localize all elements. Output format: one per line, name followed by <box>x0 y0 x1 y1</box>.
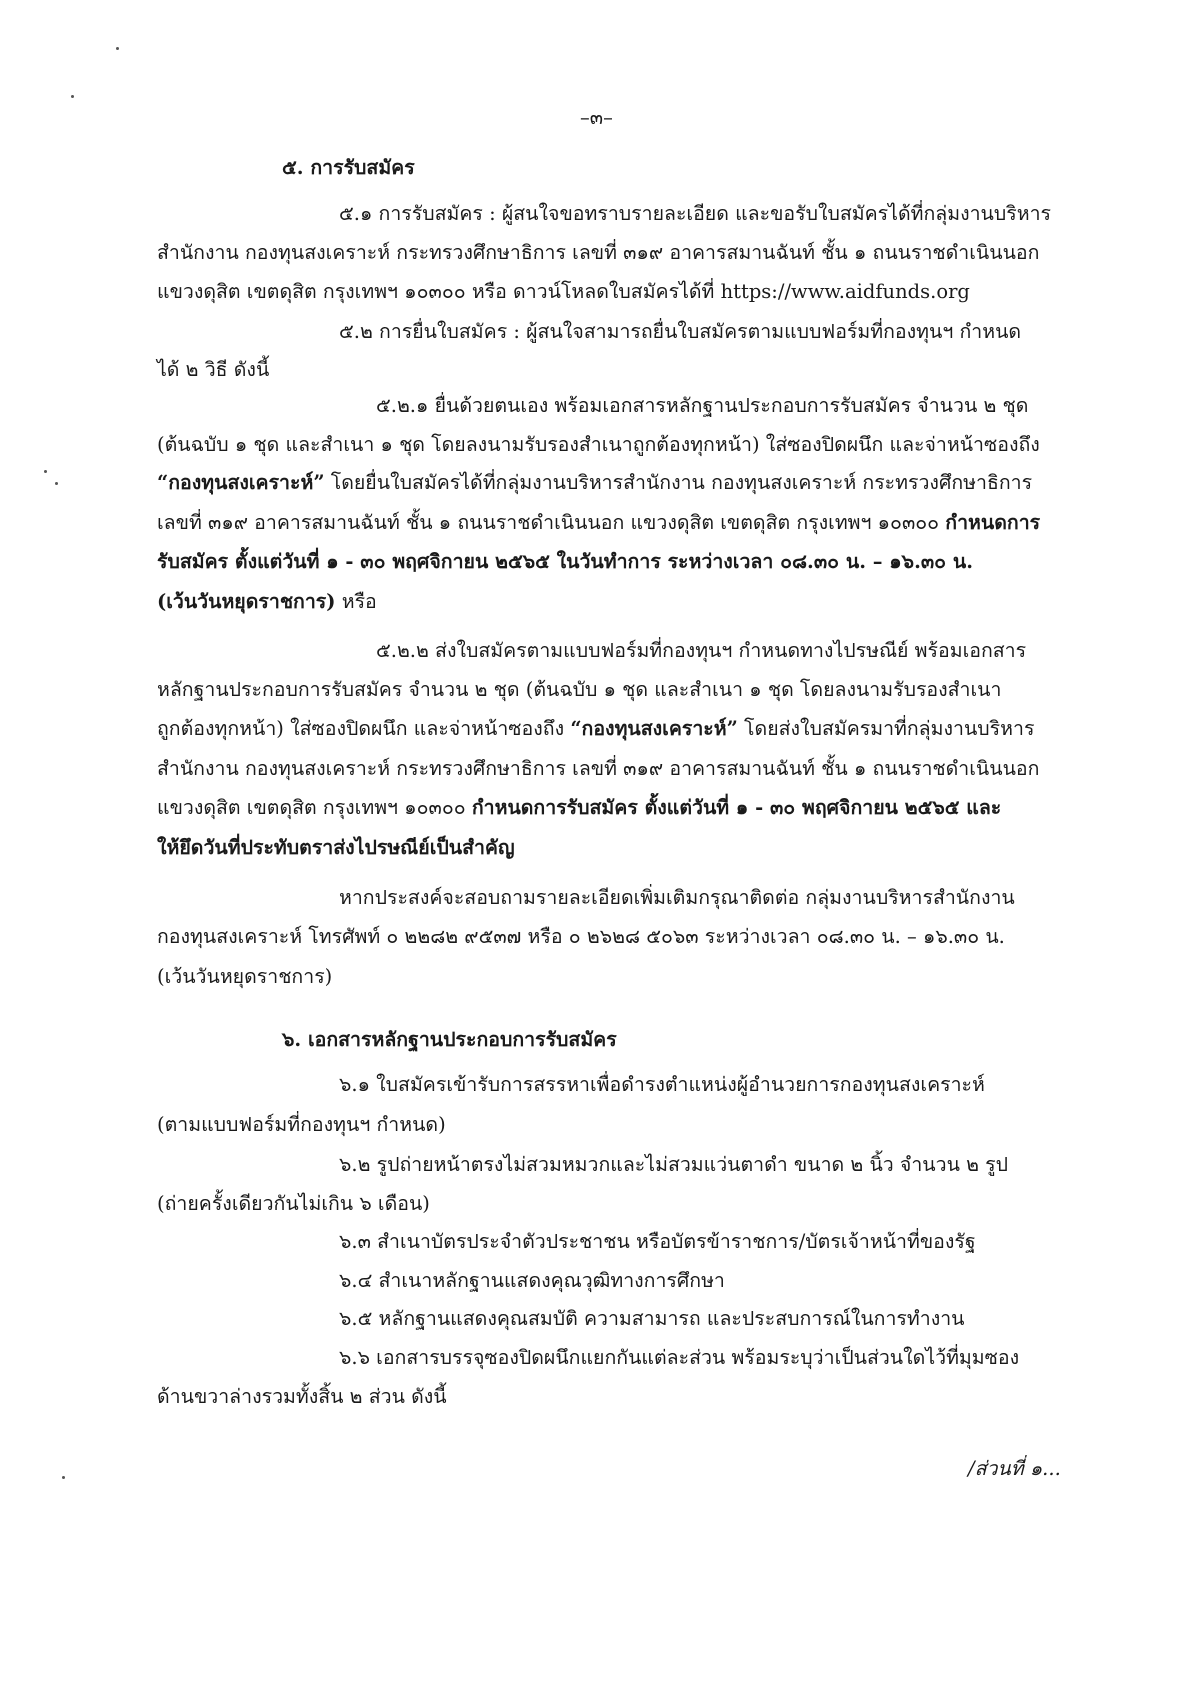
scan-speck <box>44 470 47 473</box>
contact-line: หากประสงค์จะสอบถามรายละเอียดเพิ่มเติมกรุณาติดต่อ กลุ่มงานบริหารสำนักงาน <box>339 886 1015 909</box>
addressee-bold: “กองทุนสงเคราะห์” <box>157 471 325 494</box>
item-6-3: ๖.๓ สำเนาบัตรประจำตัวประชาชน หรือบัตรข้าราชการ/บัตรเจ้าหน้าที่ของรัฐ <box>339 1230 976 1253</box>
addressee-bold: “กองทุนสงเคราะห์” <box>570 717 738 740</box>
paragraph-5-2-1-line: ๕.๒.๑ ยื่นด้วยตนเอง พร้อมเอกสารหลักฐานประกอบการรับสมัคร จำนวน ๒ ชุด <box>376 394 1029 417</box>
text-run: ถูกต้องทุกหน้า) ใส่ซองปิดผนึก และจ่าหน้าซองถึง <box>157 717 571 740</box>
paragraph-5-2-1-schedule: รับสมัคร ตั้งแต่วันที่ ๑ - ๓๐ พฤศจิกายน ๒๕๖๕ ในวันทำการ ระหว่างเวลา ๐๘.๓๐ น. – ๑๖.๓๐ น. <box>157 550 973 573</box>
schedule-bold: กำหนดการ <box>945 511 1041 534</box>
paragraph-5-1-line: ๕.๑ การรับสมัคร : ผู้สนใจขอทราบรายละเอียด และขอรับใบสมัครได้ที่กลุ่มงานบริหาร <box>339 202 1052 225</box>
item-6-6-line: ด้านขวาล่างรวมทั้งสิ้น ๒ ส่วน ดังนี้ <box>157 1385 447 1408</box>
item-6-2-line: (ถ่ายครั้งเดียวกันไม่เกิน ๖ เดือน) <box>157 1192 430 1215</box>
item-6-5: ๖.๕ หลักฐานแสดงคุณสมบัติ ความสามารถ และประสบการณ์ในการทำงาน <box>339 1307 965 1330</box>
paragraph-5-2-1-line <box>157 592 377 612</box>
paragraph-5-2-line: ได้ ๒ วิธี ดังนี้ <box>157 358 270 381</box>
holiday-note-bold: (เว้นวันหยุดราชการ) <box>157 590 336 613</box>
text-run: โดยยื่นใบสมัครได้ที่กลุ่มงานบริหารสำนักงาน กองทุนสงเคราะห์ กระทรวงศึกษาธิการ <box>324 471 1033 494</box>
scan-speck <box>71 95 74 98</box>
scan-speck <box>62 1476 65 1479</box>
scan-speck <box>55 482 58 485</box>
paragraph-5-2-2-line: สำนักงาน กองทุนสงเคราะห์ กระทรวงศึกษาธิการ เลขที่ ๓๑๙ อาคารสมานฉันท์ ชั้น ๑ ถนนราชดำเนินนอก <box>157 757 1040 780</box>
section-6-title: ๖. เอกสารหลักฐานประกอบการรับสมัคร <box>282 1028 617 1051</box>
item-6-6-line: ๖.๖ เอกสารบรรจุซองปิดผนึกแยกกันแต่ละส่วน พร้อมระบุว่าเป็นส่วนใดไว้ที่มุมซอง <box>339 1346 1020 1369</box>
item-6-4: ๖.๔ สำเนาหลักฐานแสดงคุณวุฒิทางการศึกษา <box>339 1269 725 1292</box>
scan-speck <box>116 47 119 50</box>
text-run: แขวงดุสิต เขตดุสิต กรุงเทพฯ ๑๐๓๐๐ <box>157 796 472 819</box>
paragraph-5-2-2-line <box>157 798 1001 818</box>
contact-line: กองทุนสงเคราะห์ โทรศัพท์ ๐ ๒๒๘๒ ๙๕๓๗ หรือ ๐ ๒๖๒๘ ๕๐๖๓ ระหว่างเวลา ๐๘.๓๐ น. – ๑๖.๓๐ น. <box>157 925 1005 948</box>
item-6-2-line: ๖.๒ รูปถ่ายหน้าตรงไม่สวมหมวกและไม่สวมแว่นตาดำ ขนาด ๒ นิ้ว จำนวน ๒ รูป <box>339 1153 1009 1176</box>
paragraph-5-2-2-line <box>157 719 1034 739</box>
page-number: –๓– <box>580 106 613 129</box>
continuation-marker: /ส่วนที่ ๑... <box>968 1457 1061 1480</box>
paragraph-5-1-line: สำนักงาน กองทุนสงเคราะห์ กระทรวงศึกษาธิการ เลขที่ ๓๑๙ อาคารสมานฉันท์ ชั้น ๑ ถนนราชดำเนินนอก <box>157 241 1040 264</box>
paragraph-5-2-1-line <box>157 473 1032 493</box>
paragraph-5-1-line: แขวงดุสิต เขตดุสิต กรุงเทพฯ ๑๐๓๐๐ หรือ ดาวน์โหลดใบสมัครได้ที่ https://www.aidfunds.org <box>157 280 970 303</box>
paragraph-5-2-1-line: (ต้นฉบับ ๑ ชุด และสำเนา ๑ ชุด โดยลงนามรับรองสำเนาถูกต้องทุกหน้า) ใส่ซองปิดผนึก และจ่าหน้าซองถึง <box>157 433 1040 456</box>
paragraph-5-2-1-line <box>157 513 1040 533</box>
item-6-1-line: (ตามแบบฟอร์มที่กองทุนฯ กำหนด) <box>157 1113 446 1136</box>
schedule-bold: กำหนดการรับสมัคร ตั้งแต่วันที่ ๑ - ๓๐ พฤศจิกายน ๒๕๖๕ และ <box>471 796 1002 819</box>
item-6-1-line: ๖.๑ ใบสมัครเข้ารับการสรรหาเพื่อดำรงตำแหน่งผู้อำนวยการกองทุนสงเคราะห์ <box>339 1073 985 1096</box>
postmark-note: ให้ยึดวันที่ประทับตราส่งไปรษณีย์เป็นสำคัญ <box>157 836 515 859</box>
section-5-title: ๕. การรับสมัคร <box>282 156 415 179</box>
text-run: โดยส่งใบสมัครมาที่กลุ่มงานบริหาร <box>737 717 1035 740</box>
paragraph-5-2-2-line: ๕.๒.๒ ส่งใบสมัครตามแบบฟอร์มที่กองทุนฯ กำหนดทางไปรษณีย์ พร้อมเอกสาร <box>376 639 1027 662</box>
paragraph-5-2-line: ๕.๒ การยื่นใบสมัคร : ผู้สนใจสามารถยื่นใบสมัครตามแบบฟอร์มที่กองทุนฯ กำหนด <box>339 320 1022 343</box>
paragraph-5-2-2-line: หลักฐานประกอบการรับสมัคร จำนวน ๒ ชุด (ต้นฉบับ ๑ ชุด และสำเนา ๑ ชุด โดยลงนามรับรองสำเนา <box>157 678 1002 701</box>
text-run: เลขที่ ๓๑๙ อาคารสมานฉันท์ ชั้น ๑ ถนนราชดำเนินนอก แขวงดุสิต เขตดุสิต กรุงเทพฯ ๑๐๓๐๐ <box>157 511 946 534</box>
text-run: หรือ <box>335 590 377 613</box>
contact-line: (เว้นวันหยุดราชการ) <box>157 965 333 988</box>
